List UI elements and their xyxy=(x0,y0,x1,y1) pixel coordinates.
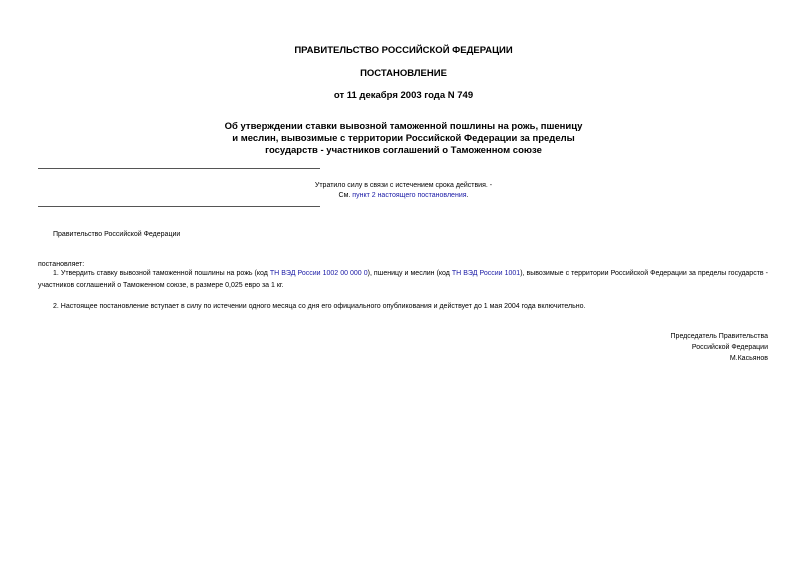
document-title-line: и меслин, вывозимые с территории Российской Федерации за пределы xyxy=(232,133,575,144)
signature-title: Председатель Правительства xyxy=(670,333,768,340)
decides-text: постановляет: xyxy=(38,261,85,268)
divider-top xyxy=(38,168,320,169)
document-title-line: государств - участников соглашений о Таможенном союзе xyxy=(265,145,542,156)
preamble-text: Правительство Российской Федерации xyxy=(53,231,181,238)
status-note-suffix: . xyxy=(466,192,469,199)
item-1-text: 1. Утвердить ставку вывозной таможенной пошлины на рожь (код xyxy=(53,270,270,277)
status-note-reference xyxy=(0,190,807,202)
divider-bottom xyxy=(38,206,320,207)
document-title-line: Об утверждении ставки вывозной таможенной пошлины на рожь, пшеницу xyxy=(224,121,583,132)
status-note-line: Утратило силу в связи с истечением срока действия. - xyxy=(314,182,493,189)
document-title xyxy=(0,121,807,157)
signature-organization: Российской Федерации xyxy=(691,344,768,351)
government-heading: ПРАВИТЕЛЬСТВО РОССИЙСКОЙ ФЕДЕРАЦИИ xyxy=(294,45,513,56)
status-note-link[interactable]: пункт 2 настоящего постановления xyxy=(352,192,467,199)
item-1-text: ), вывозимые с территории Российской Федерации за пределы государств - участников соглашений о Таможенном союзе, в размере 0,025 евро за 1 кг. xyxy=(38,270,768,289)
item-1-text: ), пшеницу и меслин (код xyxy=(367,270,452,277)
status-note-prefix: См. xyxy=(338,192,353,199)
signature-name: М.Касьянов xyxy=(729,355,768,362)
document-type-heading: ПОСТАНОВЛЕНИЕ xyxy=(360,68,447,79)
tn-ved-code-link-rye[interactable]: ТН ВЭД России 1002 00 000 0 xyxy=(269,270,368,277)
tn-ved-code-link-wheat[interactable]: ТН ВЭД России 1001 xyxy=(451,270,521,277)
item-2-paragraph: 2. Настоящее постановление вступает в силу по истечении одного месяца со дня его официального опубликования и действует до 1 мая 2004 года включительно. xyxy=(53,303,586,310)
date-number-heading: от 11 декабря 2003 года N 749 xyxy=(333,90,474,101)
item-1-paragraph xyxy=(38,268,768,292)
